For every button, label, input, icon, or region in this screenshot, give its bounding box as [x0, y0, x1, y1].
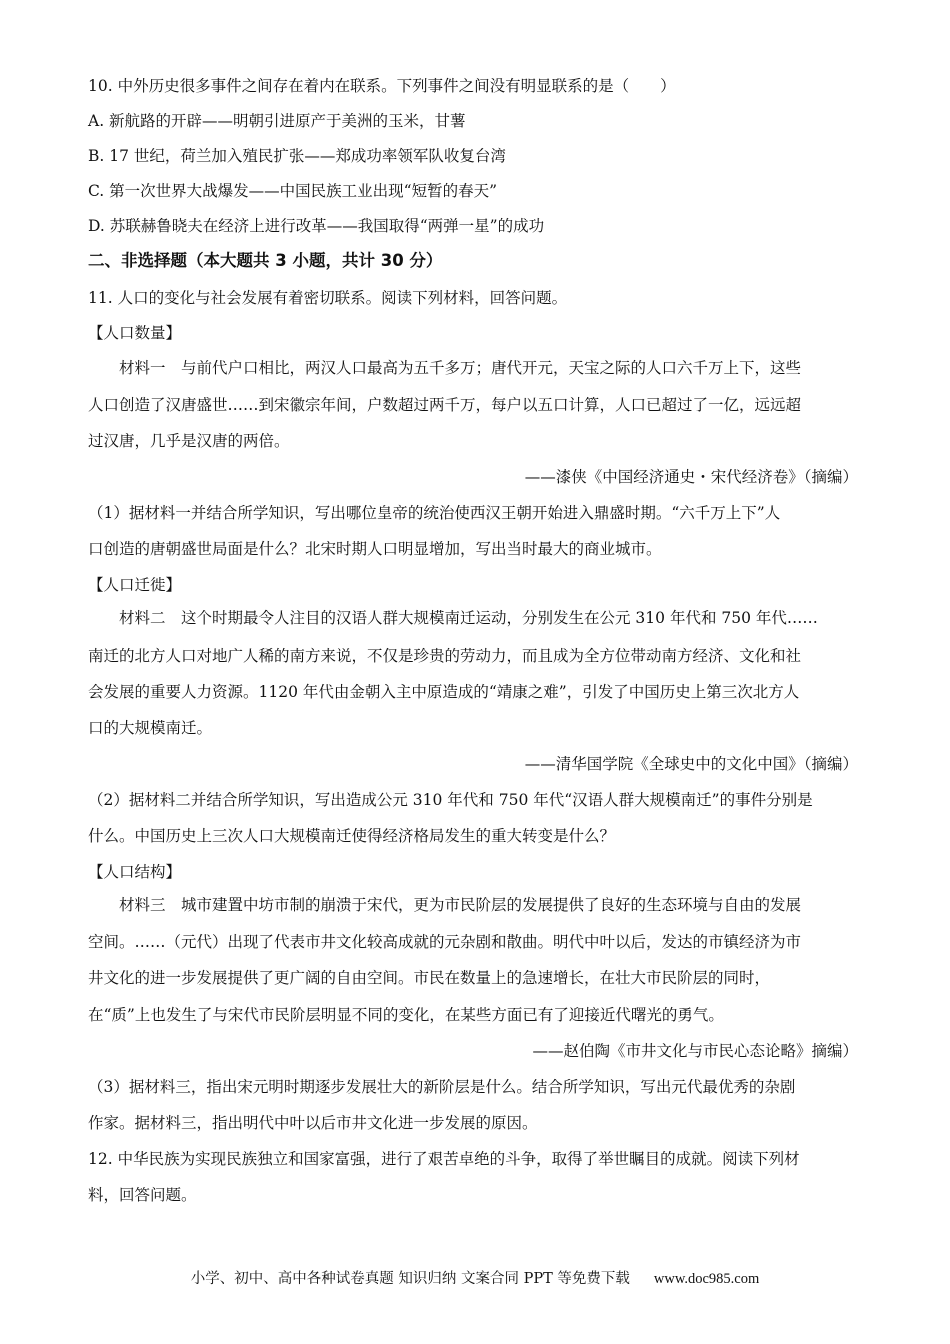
sub-question-1: 口创造的唐朝盛世局面是什么？北宋时期人口明显增加，写出当时最大的商业城市。: [88, 540, 662, 558]
sub-question-1: （1）据材料一并结合所学知识，写出哪位皇帝的统治使西汉王朝开始进入鼎盛时期。“六千万上下”人: [88, 504, 781, 522]
material-2-line: 材料二 这个时期最令人注目的汉语人群大规模南迁运动，分别发生在公元 310 年代和 750 年代……: [119, 609, 818, 627]
material-3-line: 在“质”上也发生了与宋代市民阶层明显不同的变化，在某些方面已有了迎接近代曙光的勇气。: [88, 1006, 724, 1024]
footer-link[interactable]: www.doc985.com: [653, 1271, 760, 1287]
q12-stem: 料，回答问题。: [88, 1186, 197, 1204]
material-1-line: 人口创造了汉唐盛世……到宋徽宗年间，户数超过两千万，每户以五口计算，人口已超过了一亿，远远超: [88, 396, 802, 414]
material-1-line: 材料一 与前代户口相比，两汉人口最高为五千多万；唐代开元，天宝之际的人口六千万上下，这些: [119, 359, 802, 377]
q10-option-d: D. 苏联赫鲁晓夫在经济上进行改革——我国取得“两弹一星”的成功: [88, 217, 545, 235]
q10-option-c: C. 第一次世界大战爆发——中国民族工业出现“短暂的春天”: [88, 182, 498, 200]
sub-question-3: （3）据材料三，指出宋元明时期逐步发展壮大的新阶层是什么。结合所学知识，写出元代最优秀的杂剧: [88, 1078, 796, 1096]
heading-population-structure: 【人口结构】: [88, 863, 182, 881]
material-2-line: 会发展的重要人力资源。1120 年代由金朝入主中原造成的“靖康之难”，引发了中国历史上第三次北方人: [88, 683, 800, 701]
q11-stem: 11. 人口的变化与社会发展有着密切联系。阅读下列材料，回答问题。: [88, 289, 568, 307]
material-1-source: ——漆侠《中国经济通史・宋代经济卷》（摘编）: [524, 468, 858, 486]
material-2-source: ——清华国学院《全球史中的文化中国》（摘编）: [524, 755, 858, 773]
material-3-line: 空间。……（元代）出现了代表市井文化较高成就的元杂剧和散曲。明代中叶以后，发达的市镇经济为市: [88, 933, 802, 951]
sub-question-3: 作家。据材料三，指出明代中叶以后市井文化进一步发展的原因。: [88, 1114, 538, 1132]
sub-question-2: （2）据材料二并结合所学知识，写出造成公元 310 年代和 750 年代“汉语人群大规模南迁”的事件分别是: [88, 791, 813, 809]
material-2-line: 南迁的北方人口对地广人稀的南方来说，不仅是珍贵的劳动力，而且成为全方位带动南方经济、文化和社: [88, 647, 802, 665]
material-3-line: 井文化的进一步发展提供了更广阔的自由空间。市民在数量上的急速增长，在壮大市民阶层的同时，: [88, 969, 771, 987]
q10-option-a: A. 新航路的开辟——明朝引进原产于美洲的玉米，甘薯: [88, 112, 466, 130]
section-title: 二、非选择题（本大题共 3 小题，共计 30 分）: [88, 251, 443, 270]
heading-population-quantity: 【人口数量】: [88, 324, 182, 342]
page-footer: [0, 1269, 950, 1289]
sub-question-2: 什么。中国历史上三次人口大规模南迁使得经济格局发生的重大转变是什么？: [88, 827, 616, 845]
material-3-source: ——赵伯陶《市井文化与市民心态论略》摘编）: [532, 1042, 858, 1060]
material-3-line: 材料三 城市建置中坊市制的崩溃于宋代，更为市民阶层的发展提供了良好的生态环境与自由的发展: [119, 896, 802, 914]
q12-stem: 12. 中华民族为实现民族独立和国家富强，进行了艰苦卓绝的斗争，取得了举世瞩目的成就。阅读下列材: [88, 1150, 800, 1168]
q10-option-b: B. 17 世纪，荷兰加入殖民扩张——郑成功率领军队收复台湾: [88, 147, 506, 165]
material-1-line: 过汉唐，几乎是汉唐的两倍。: [88, 432, 290, 450]
heading-population-migration: 【人口迁徙】: [88, 576, 182, 594]
q10-stem: 10. 中外历史很多事件之间存在着内在联系。下列事件之间没有明显联系的是（ ）: [88, 77, 676, 95]
footer-text: 小学、初中、高中各种试卷真题 知识归纳 文案合同 PPT 等免费下载: [190, 1271, 630, 1287]
material-2-line: 口的大规模南迁。: [88, 719, 213, 737]
